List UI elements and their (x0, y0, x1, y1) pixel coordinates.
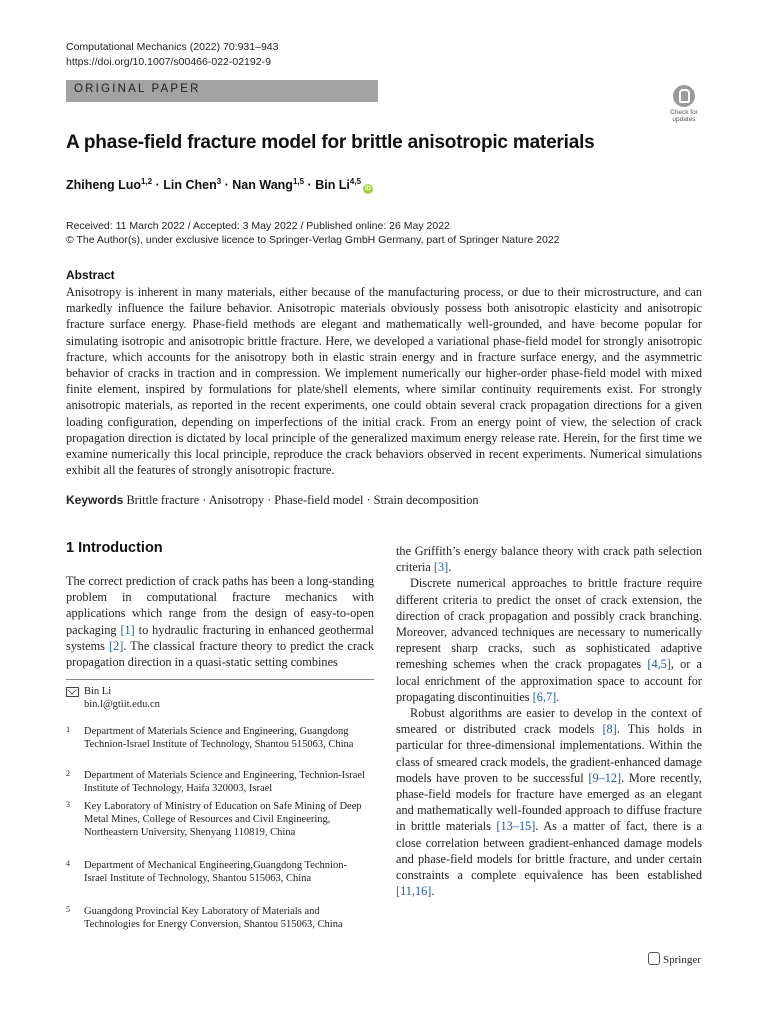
citation-link[interactable]: [9–12] (588, 770, 622, 785)
author-name[interactable]: Zhiheng Luo (66, 178, 141, 193)
badge-line-1: Check for (670, 109, 698, 116)
author-affiliation-sup: 4,5 (349, 177, 362, 186)
publication-info (66, 219, 560, 247)
intro-paragraph: Discrete numerical approaches to brittle fracture require different criteria to predict the onset of crack extension, the direction of crack propagation and possibly crack branching. Moreover, advanced techniques are necessary to numerically represent sharp cracks, such as sophisticated adaptive remeshing schemes when the crack propagates [4,5], or a local enrichment of the approximation space to account for propagating discontinuities [6,7]. (396, 576, 702, 704)
envelope-icon (66, 687, 79, 697)
author-list: Zhiheng Luo$^{1,2}$ · Lin Chen$^3$ · Nan Wang$^{1,5}$ · Bin Li$^{4,5}$iD (66, 177, 372, 193)
corresponding-email[interactable]: bin.l@gtiit.edu.cn (84, 699, 160, 710)
citation-link[interactable]: [6,7] (532, 689, 557, 704)
check-for-updates-badge[interactable] (665, 85, 703, 123)
affiliation-number: 3 (66, 800, 70, 809)
citation-link[interactable]: [2] (108, 638, 124, 653)
citation-link[interactable]: [4,5] (647, 657, 671, 672)
citation-link[interactable]: [3] (433, 560, 449, 575)
publisher-mark (648, 952, 701, 966)
intro-paragraph: The correct prediction of crack paths has been a long-standing problem in computational fracture mechanics with applications which range from the design of easy-to-open packaging [1] to hydraulic fracturing in enhanced geothermal systems [2]. The classical fracture theory to predict the crack propagation direction in a quasi-static setting combines (66, 574, 374, 670)
author-name[interactable]: Lin Chen (163, 178, 217, 193)
intro-paragraph: the Griffith’s energy balance theory with crack path selection criteria [3]. (396, 544, 702, 575)
bookmark-icon (673, 85, 695, 107)
springer-horse-icon (648, 952, 660, 965)
affiliation-number: 5 (66, 905, 70, 914)
abstract-heading: Abstract (66, 268, 115, 282)
affiliation-text: Guangdong Provincial Key Laboratory of Materials and Technologies for Energy Conversion, Shantou 515063, China (84, 906, 343, 930)
publication-dates: Received: 11 March 2022 / Accepted: 3 May 2022 / Published online: 26 May 2022 (66, 220, 450, 232)
paper-title: A phase-field fracture model for brittle anisotropic materials (66, 132, 595, 153)
abstract-text: Anisotropy is inherent in many materials, either because of the manufacturing process, or due to their microstructure, and can markedly influence the failure behavior. Anisotropic materials obviously possess both anisotropic elasticity and anisotropic fracture surface energy. Phase-field methods are elegant and mathematically well-grounded, and have become popular for simulating isotropic and anisotropic brittle fracture. Here, we developed a variational phase-field model for strongly anisotropic fracture, which accounts for the anisotropy both in elastic strain energy and in fracture surface energy, and the asymmetric behavior of cracks in traction and in compression. We implement numerically our higher-order phase-field model with mixed finite element, inspired by formulations for plate/shell elements, where similar continuity requirements exist. For strongly anisotropic materials, as reported in the recent experiments, one could obtain several crack propagation directions for a given loading configuration, depending on imperfections of the initial crack. From an energy point of view, the selection of crack propagation direction is dictated by local principle of the generalized maximum energy release rate. Herein, for the first time we examine numerically this local principle, reproduce the crack behaviors observed in recent experiments. Numerical simulations exhibit all the features of strongly anisotropic fracture. (66, 285, 702, 478)
citation-link[interactable]: [1] (120, 622, 135, 637)
affiliation-number: 4 (66, 859, 70, 868)
copyright-line: © The Author(s), under exclusive licence to Springer-Verlag GmbH Germany, part of Springer Nature 2022 (66, 234, 560, 246)
badge-line-2: updates (672, 116, 696, 123)
keywords (66, 493, 479, 508)
affiliation-text: Key Laboratory of Ministry of Education on Safe Mining of Deep Metal Mines, College of Resources and Civil Engineering, Northeastern University, Shenyang 110819, China (84, 801, 362, 838)
affiliation-text: Department of Materials Science and Engineering, Technion-Israel Institute of Technology, Haifa 320003, Israel (84, 770, 366, 794)
orcid-icon[interactable]: iD (365, 186, 372, 193)
journal-citation (66, 40, 278, 70)
section-banner-label: ORIGINAL PAPER (74, 83, 201, 95)
section-heading-introduction: 1 Introduction (66, 540, 163, 556)
author-affiliation-sup: 3 (216, 177, 222, 186)
affiliation-text: Department of Materials Science and Engineering, Guangdong Technion-Israel Institute of Technology, Shantou 515063, China (84, 726, 354, 750)
citation-link[interactable]: [8] (602, 722, 617, 737)
footnote-divider (66, 679, 374, 680)
doi-link[interactable]: https://doi.org/10.1007/s00466-022-02192-9 (66, 56, 271, 68)
section-banner (66, 80, 378, 102)
author-affiliation-sup: 1,2 (140, 177, 153, 186)
publisher-name: Springer (663, 954, 701, 966)
keywords-label: Keywords (66, 493, 124, 507)
author-name[interactable]: Nan Wang (232, 178, 293, 193)
author-name[interactable]: Bin Li (315, 178, 350, 193)
intro-left-column (66, 573, 374, 670)
journal-line: Computational Mechanics (2022) 70:931–943 (66, 41, 279, 53)
corresponding-author-name: Bin Li (84, 686, 112, 697)
citation-link[interactable]: [11,16] (396, 884, 432, 899)
affiliation-number: 2 (66, 769, 70, 778)
author-affiliation-sup: 1,5 (292, 177, 305, 186)
affiliation-text: Department of Mechanical Engineering,Guangdong Technion-Israel Institute of Technology, Shantou 515063, China (84, 860, 347, 884)
intro-right-column (396, 543, 702, 899)
intro-paragraph: Robust algorithms are easier to develop in the context of smeared or distributed crack models [8]. This holds in particular for three-dimensional implementations. Within the class of smeared crack models, the gradient-enhanced damage models have proven to be successful [9–12]. More recently, phase-field models for fracture have emerged as an elegant and mathematically well-founded approach to diffuse fracture in brittle materials [13–15]. As a matter of fact, there is a close correlation between gradient-enhanced damage models and phase-field models for brittle fracture, and under certain constraints a complete equivalence has been established [11,16]. (396, 706, 702, 899)
affiliation-number: 1 (66, 725, 70, 734)
citation-link[interactable]: [13–15] (496, 819, 536, 834)
keywords-text: Brittle fracture · Anisotropy · Phase-field model · Strain decomposition (126, 493, 479, 507)
